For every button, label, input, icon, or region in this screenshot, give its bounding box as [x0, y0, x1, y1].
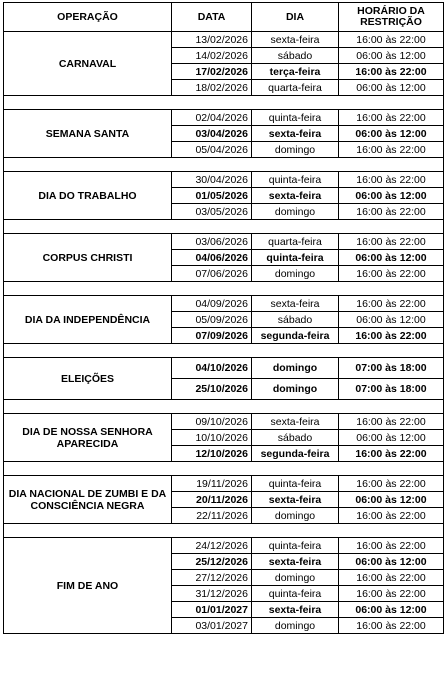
table-row	[4, 296, 444, 312]
table-row	[4, 234, 444, 250]
date-cell: 30/04/2026	[172, 172, 252, 188]
spacer-row	[4, 158, 444, 172]
weekday-cell: quinta-feira	[252, 476, 339, 492]
time-window-cell: 06:00 às 12:00	[339, 48, 444, 64]
weekday-cell: domingo	[252, 358, 339, 379]
date-cell: 22/11/2026	[172, 508, 252, 524]
time-window-cell: 16:00 às 22:00	[339, 234, 444, 250]
date-cell: 05/09/2026	[172, 312, 252, 328]
weekday-cell: domingo	[252, 379, 339, 400]
weekday-cell: domingo	[252, 142, 339, 158]
spacer-cell	[4, 344, 444, 358]
spacer-row	[4, 282, 444, 296]
date-cell: 17/02/2026	[172, 64, 252, 80]
operation-name: DIA DO TRABALHO	[4, 172, 172, 220]
table-body	[4, 32, 444, 634]
date-cell: 19/11/2026	[172, 476, 252, 492]
table-row	[4, 110, 444, 126]
date-cell: 09/10/2026	[172, 414, 252, 430]
time-window-cell: 06:00 às 12:00	[339, 554, 444, 570]
time-window-cell: 06:00 às 12:00	[339, 250, 444, 266]
operation-name: CARNAVAL	[4, 32, 172, 96]
time-window-cell: 06:00 às 12:00	[339, 126, 444, 142]
date-cell: 03/06/2026	[172, 234, 252, 250]
spacer-row	[4, 344, 444, 358]
date-cell: 04/09/2026	[172, 296, 252, 312]
spacer-row	[4, 96, 444, 110]
date-cell: 04/06/2026	[172, 250, 252, 266]
time-window-cell: 06:00 às 12:00	[339, 80, 444, 96]
time-window-cell: 16:00 às 22:00	[339, 32, 444, 48]
table-row	[4, 172, 444, 188]
time-window-cell: 07:00 às 18:00	[339, 358, 444, 379]
weekday-cell: quarta-feira	[252, 80, 339, 96]
time-window-cell: 16:00 às 22:00	[339, 586, 444, 602]
header-operacao: OPERAÇÃO	[4, 3, 172, 32]
time-window-cell: 16:00 às 22:00	[339, 110, 444, 126]
weekday-cell: sexta-feira	[252, 188, 339, 204]
time-window-cell: 16:00 às 22:00	[339, 508, 444, 524]
date-cell: 01/01/2027	[172, 602, 252, 618]
operation-name: DIA DA INDEPENDÊNCIA	[4, 296, 172, 344]
date-cell: 20/11/2026	[172, 492, 252, 508]
weekday-cell: sábado	[252, 430, 339, 446]
weekday-cell: quinta-feira	[252, 586, 339, 602]
time-window-cell: 16:00 às 22:00	[339, 142, 444, 158]
weekday-cell: quinta-feira	[252, 538, 339, 554]
date-cell: 07/09/2026	[172, 328, 252, 344]
spacer-cell	[4, 400, 444, 414]
header-dia: DIA	[252, 3, 339, 32]
weekday-cell: sexta-feira	[252, 602, 339, 618]
date-cell: 12/10/2026	[172, 446, 252, 462]
time-window-cell: 16:00 às 22:00	[339, 266, 444, 282]
spacer-cell	[4, 96, 444, 110]
operation-name: CORPUS CHRISTI	[4, 234, 172, 282]
time-window-cell: 06:00 às 12:00	[339, 430, 444, 446]
spacer-cell	[4, 462, 444, 476]
operation-name: DIA DE NOSSA SENHORA APARECIDA	[4, 414, 172, 462]
weekday-cell: domingo	[252, 508, 339, 524]
date-cell: 25/10/2026	[172, 379, 252, 400]
weekday-cell: sexta-feira	[252, 414, 339, 430]
time-window-cell: 07:00 às 18:00	[339, 379, 444, 400]
time-window-cell: 16:00 às 22:00	[339, 204, 444, 220]
weekday-cell: sexta-feira	[252, 296, 339, 312]
date-cell: 25/12/2026	[172, 554, 252, 570]
weekday-cell: terça-feira	[252, 64, 339, 80]
weekday-cell: sexta-feira	[252, 492, 339, 508]
date-cell: 02/04/2026	[172, 110, 252, 126]
time-window-cell: 16:00 às 22:00	[339, 414, 444, 430]
header-row	[4, 3, 444, 32]
table-row	[4, 476, 444, 492]
date-cell: 31/12/2026	[172, 586, 252, 602]
time-window-cell: 16:00 às 22:00	[339, 570, 444, 586]
date-cell: 18/02/2026	[172, 80, 252, 96]
spacer-cell	[4, 282, 444, 296]
time-window-cell: 16:00 às 22:00	[339, 538, 444, 554]
spacer-cell	[4, 524, 444, 538]
date-cell: 05/04/2026	[172, 142, 252, 158]
weekday-cell: domingo	[252, 618, 339, 634]
weekday-cell: domingo	[252, 204, 339, 220]
header-data: DATA	[172, 3, 252, 32]
weekday-cell: quinta-feira	[252, 172, 339, 188]
weekday-cell: domingo	[252, 266, 339, 282]
time-window-cell: 06:00 às 12:00	[339, 492, 444, 508]
date-cell: 14/02/2026	[172, 48, 252, 64]
header-horario: HORÁRIO DA RESTRIÇÃO	[339, 3, 444, 32]
time-window-cell: 16:00 às 22:00	[339, 328, 444, 344]
weekday-cell: domingo	[252, 570, 339, 586]
table-row	[4, 358, 444, 379]
table-row	[4, 538, 444, 554]
spacer-row	[4, 462, 444, 476]
weekday-cell: sábado	[252, 48, 339, 64]
operation-name: FIM DE ANO	[4, 538, 172, 634]
time-window-cell: 16:00 às 22:00	[339, 446, 444, 462]
date-cell: 10/10/2026	[172, 430, 252, 446]
spacer-cell	[4, 158, 444, 172]
date-cell: 24/12/2026	[172, 538, 252, 554]
spacer-row	[4, 400, 444, 414]
weekday-cell: quinta-feira	[252, 110, 339, 126]
time-window-cell: 16:00 às 22:00	[339, 476, 444, 492]
date-cell: 27/12/2026	[172, 570, 252, 586]
date-cell: 07/06/2026	[172, 266, 252, 282]
weekday-cell: segunda-feira	[252, 446, 339, 462]
weekday-cell: quarta-feira	[252, 234, 339, 250]
spacer-cell	[4, 220, 444, 234]
weekday-cell: sexta-feira	[252, 32, 339, 48]
operation-name: SEMANA SANTA	[4, 110, 172, 158]
table-row	[4, 414, 444, 430]
restriction-schedule	[3, 2, 444, 634]
time-window-cell: 06:00 às 12:00	[339, 312, 444, 328]
time-window-cell: 16:00 às 22:00	[339, 296, 444, 312]
operation-name: ELEIÇÕES	[4, 358, 172, 400]
time-window-cell: 06:00 às 12:00	[339, 188, 444, 204]
time-window-cell: 16:00 às 22:00	[339, 64, 444, 80]
date-cell: 13/02/2026	[172, 32, 252, 48]
weekday-cell: sexta-feira	[252, 126, 339, 142]
operation-name: DIA NACIONAL DE ZUMBI E DA CONSCIÊNCIA NEGRA	[4, 476, 172, 524]
date-cell: 03/04/2026	[172, 126, 252, 142]
time-window-cell: 06:00 às 12:00	[339, 602, 444, 618]
spacer-row	[4, 220, 444, 234]
restriction-table	[3, 2, 444, 634]
table-row	[4, 32, 444, 48]
weekday-cell: sábado	[252, 312, 339, 328]
weekday-cell: segunda-feira	[252, 328, 339, 344]
date-cell: 01/05/2026	[172, 188, 252, 204]
date-cell: 04/10/2026	[172, 358, 252, 379]
weekday-cell: sexta-feira	[252, 554, 339, 570]
time-window-cell: 16:00 às 22:00	[339, 172, 444, 188]
spacer-row	[4, 524, 444, 538]
time-window-cell: 16:00 às 22:00	[339, 618, 444, 634]
weekday-cell: quinta-feira	[252, 250, 339, 266]
date-cell: 03/05/2026	[172, 204, 252, 220]
date-cell: 03/01/2027	[172, 618, 252, 634]
